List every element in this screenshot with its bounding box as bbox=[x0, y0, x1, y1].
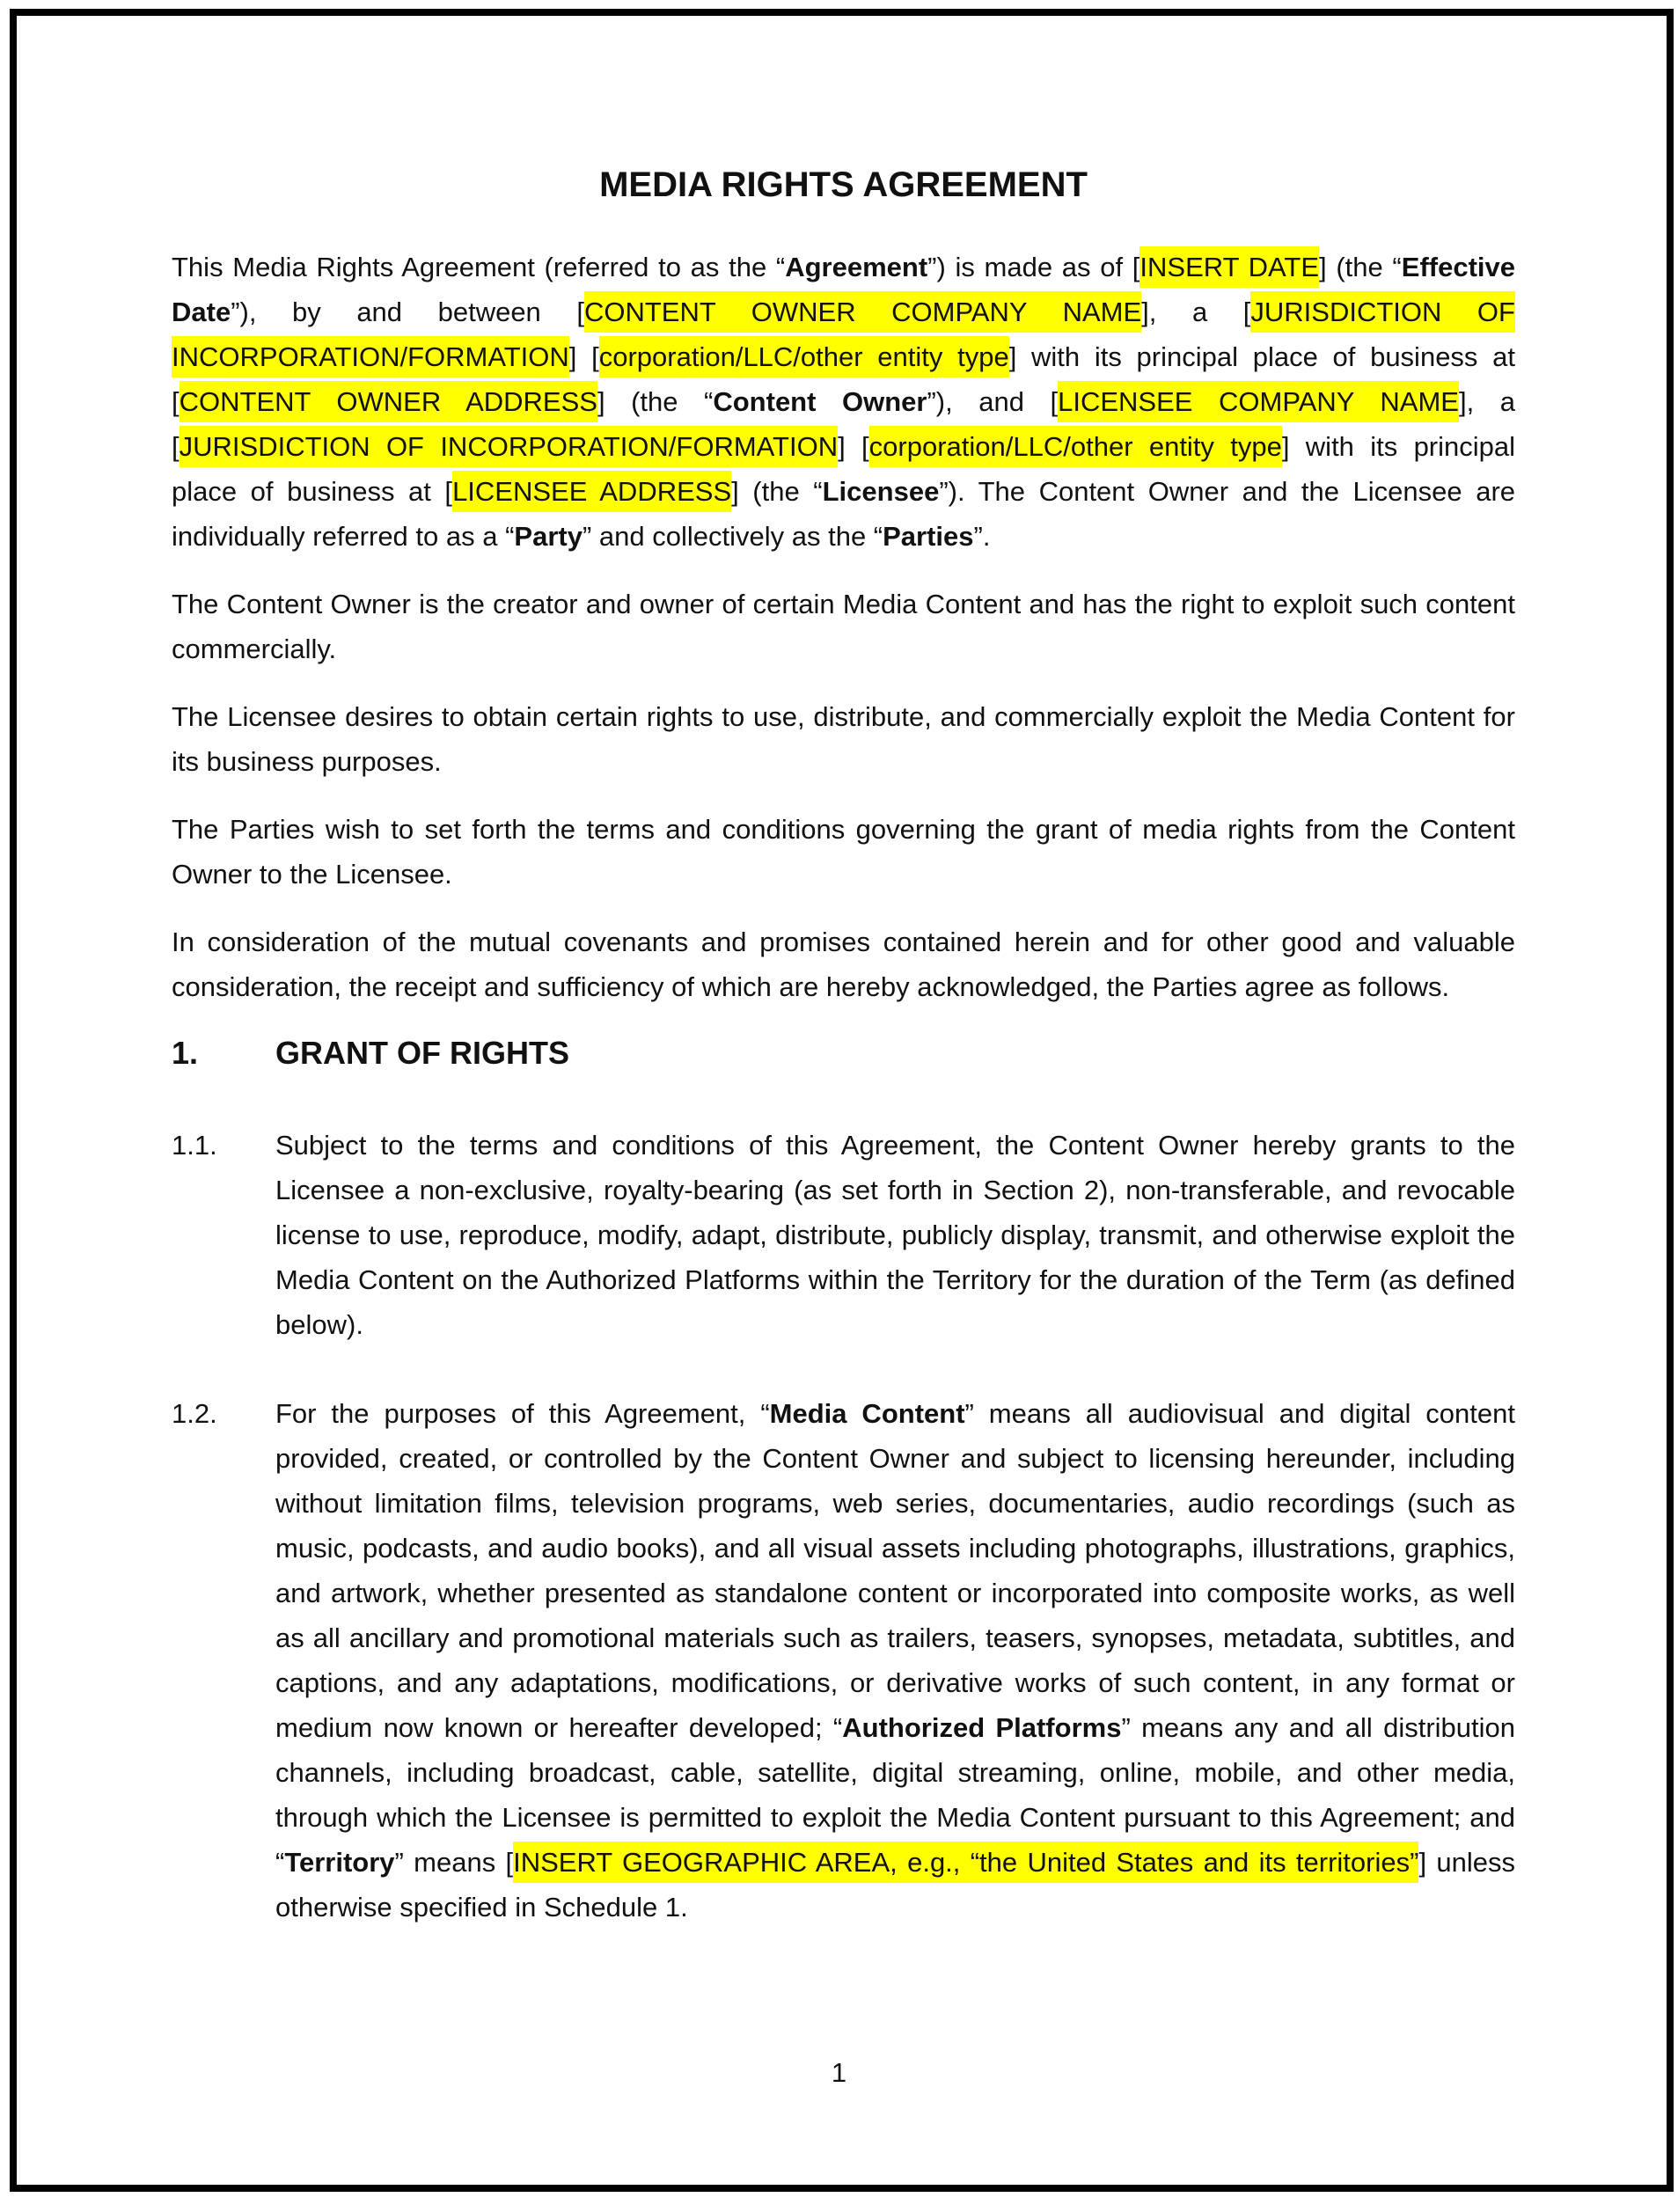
placeholder-highlight: INSERT GEOGRAPHIC AREA, e.g., “the United States and its territories” bbox=[513, 1842, 1418, 1883]
placeholder-highlight: LICENSEE ADDRESS bbox=[452, 471, 731, 512]
defined-term: Authorized Platforms bbox=[842, 1712, 1122, 1743]
text-run: ] unless otherwise specified in Schedule 1. bbox=[275, 1847, 1515, 1923]
defined-term: Media Content bbox=[769, 1398, 965, 1429]
text-run: ”. bbox=[973, 521, 991, 552]
text-run: ”) is made as of [ bbox=[927, 252, 1140, 282]
paragraph-recital-2 bbox=[172, 694, 1515, 784]
placeholder-highlight: INSERT DATE bbox=[1139, 246, 1319, 288]
placeholder-highlight: corporation/LLC/other entity type bbox=[599, 336, 1009, 377]
placeholder-highlight: JURISDICTION OF INCORPORATION/FORMATION bbox=[172, 291, 1515, 377]
text-run: ” and collectively as the “ bbox=[582, 521, 883, 552]
text-run: ], a [ bbox=[1141, 297, 1251, 327]
defined-term: Agreement bbox=[785, 252, 928, 282]
defined-term: Party bbox=[514, 521, 583, 552]
clause-1-1 bbox=[172, 1123, 1515, 1347]
clause-text bbox=[275, 1123, 1515, 1347]
defined-term: Effective Date bbox=[172, 252, 1515, 327]
paragraph-recital-4 bbox=[172, 919, 1515, 1009]
text-run: This Media Rights Agreement (referred to as the “ bbox=[172, 252, 786, 282]
clause-1-2 bbox=[172, 1391, 1515, 1930]
text-run: ”). The Content Owner and the Licensee are individually referred to as a “ bbox=[172, 476, 1516, 552]
text-run: ] [ bbox=[568, 341, 599, 372]
text-run: Subject to the terms and conditions of this Agreement, the Content Owner hereby grants to the Licensee a non-exclusive, royalty-bearing (as set forth in Section 2), non-transferable, and revocable license to use, reproduce, modify, adapt, distribute, publicly display, transmit, and otherwise exploit the Media Content on the Authorized Platforms within the Territory for the duration of the Term (as defined below). bbox=[275, 1130, 1515, 1340]
defined-term: Licensee bbox=[822, 476, 940, 507]
text-run: ”), by and between [ bbox=[231, 297, 584, 327]
text-run: ] [ bbox=[838, 431, 869, 462]
defined-term: Parties bbox=[883, 521, 974, 552]
paragraph-recital-1 bbox=[172, 582, 1515, 671]
clause-number: 1.2. bbox=[172, 1398, 217, 1429]
text-run: ] with its principal place of business at [ bbox=[172, 341, 1515, 417]
document-title: MEDIA RIGHTS AGREEMENT bbox=[599, 165, 1088, 204]
text-run: ] (the “ bbox=[597, 386, 714, 417]
section-number: 1. bbox=[172, 1035, 199, 1071]
clause-number: 1.1. bbox=[172, 1130, 217, 1161]
placeholder-highlight: LICENSEE COMPANY NAME bbox=[1058, 381, 1459, 422]
text-run: In consideration of the mutual covenants and promises contained herein and for other good and valuable consideration, the receipt and sufficiency of which are hereby acknowledged, the Parties agree as follows. bbox=[172, 927, 1515, 1002]
text-run: The Content Owner is the creator and owner of certain Media Content and has the right to exploit such content commercially. bbox=[172, 589, 1515, 664]
text-run: ] (the “ bbox=[1319, 252, 1402, 282]
section-title: GRANT OF RIGHTS bbox=[275, 1035, 569, 1071]
placeholder-highlight: corporation/LLC/other entity type bbox=[869, 426, 1282, 467]
page-number: 1 bbox=[831, 2057, 847, 2088]
placeholder-highlight: JURISDICTION OF INCORPORATION/FORMATION bbox=[180, 426, 838, 467]
placeholder-highlight: CONTENT OWNER ADDRESS bbox=[180, 381, 597, 422]
placeholder-highlight: CONTENT OWNER COMPANY NAME bbox=[584, 291, 1141, 333]
text-run: For the purposes of this Agreement, “ bbox=[275, 1398, 770, 1429]
section-1-heading bbox=[172, 1032, 1515, 1074]
text-run: The Licensee desires to obtain certain rights to use, distribute, and commercially exploit the Media Content for its business purposes. bbox=[172, 701, 1515, 777]
text-run: The Parties wish to set forth the terms and conditions governing the grant of media rights from the Content Owner to the Licensee. bbox=[172, 814, 1515, 890]
document-content bbox=[172, 164, 1515, 1974]
text-run: ], a [ bbox=[172, 386, 1515, 462]
text-run: ] (the “ bbox=[731, 476, 823, 507]
text-run: ” means any and all distribution channels, including broadcast, cable, satellite, digital streaming, online, mobile, and other media, through which the Licensee is permitted to exploit the Media Content pursuant to this Agreement; and “ bbox=[275, 1712, 1515, 1878]
text-run: ” means all audiovisual and digital content provided, created, or controlled by the Content Owner and subject to licensing hereunder, including without limitation films, television programs, web series, documentaries, audio recordings (such as music, podcasts, and audio books), and all visual assets including photographs, illustrations, graphics, and artwork, whether presented as standalone content or incorporated into composite works, as well as all ancillary and promotional materials such as trailers, teasers, synopses, metadata, subtitles, and captions, and any adaptations, modifications, or derivative works of such content, in any format or medium now known or hereafter developed; “ bbox=[275, 1398, 1515, 1743]
paragraph-recital-3 bbox=[172, 807, 1515, 897]
clause-text bbox=[275, 1391, 1515, 1930]
text-run: ] with its principal place of business at [ bbox=[172, 431, 1516, 507]
paragraph-preamble bbox=[172, 245, 1515, 559]
defined-term: Content Owner bbox=[713, 386, 927, 417]
text-run: ” means [ bbox=[394, 1847, 514, 1878]
defined-term: Territory bbox=[284, 1847, 395, 1878]
text-run: ”), and [ bbox=[927, 386, 1059, 417]
